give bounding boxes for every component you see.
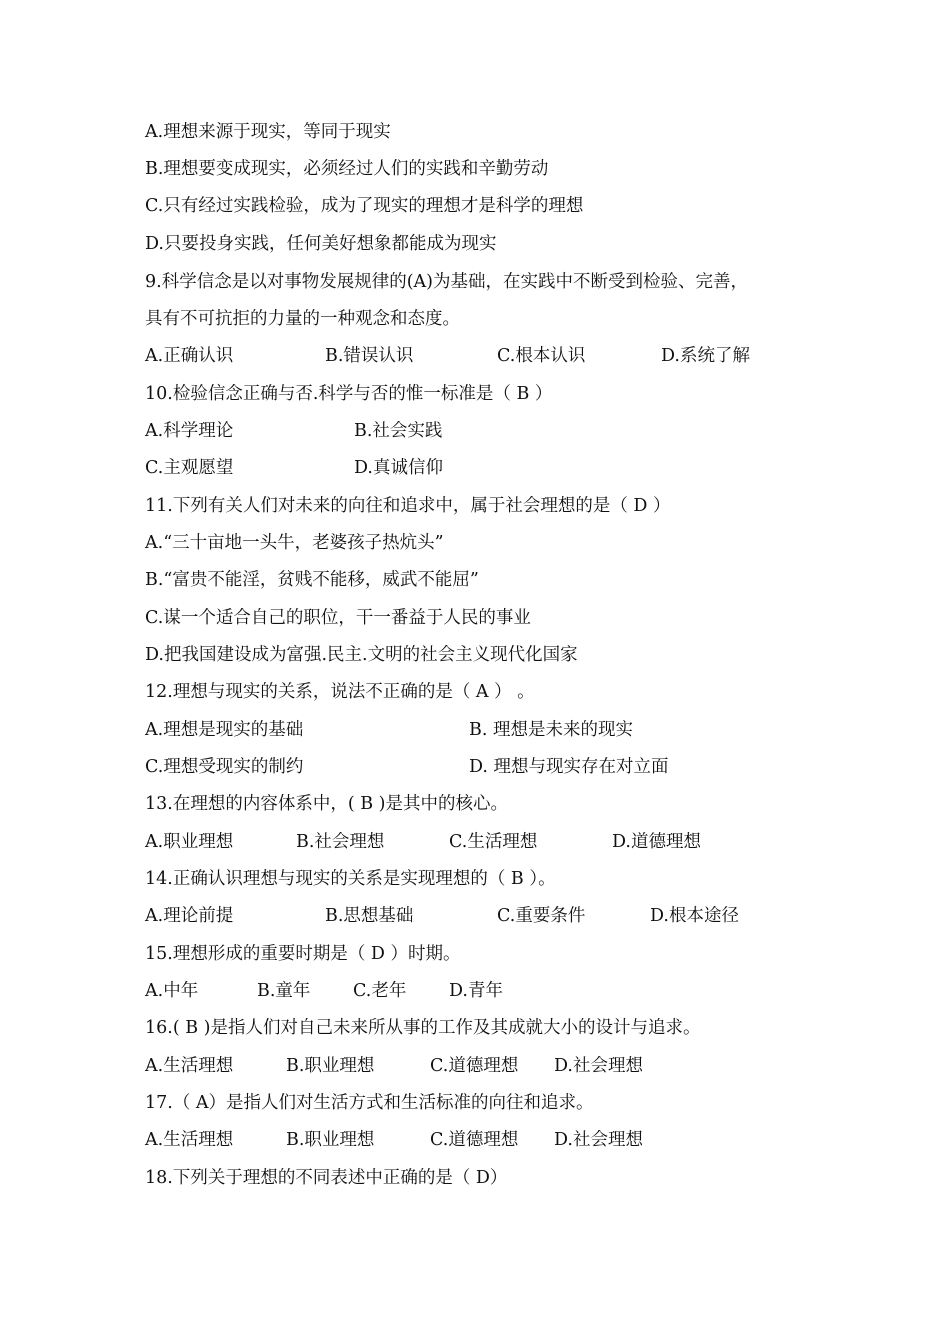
q10-text: 10.检验信念正确与否.科学与否的惟一标准是（ B ） [145,384,553,404]
option-d: D.道德理想 [612,832,701,852]
option-a: A.中年 [145,981,199,1001]
q8-option-b: B.理想要变成现实，必须经过人们的实践和辛勤劳动 [145,159,549,179]
option-c: C.生活理想 [449,832,538,852]
q16-text: 16.( B )是指人们对自己未来所从事的工作及其成就大小的设计与追求。 [145,1018,701,1038]
q8-option-a: A.理想来源于现实，等同于现实 [145,122,391,142]
q11-option-b: B.“富贵不能淫，贫贱不能移，威武不能屈” [145,570,479,590]
option-a: A.理论前提 [145,906,234,926]
option-b: B.社会实践 [354,421,443,441]
option-c: C.道德理想 [430,1130,519,1150]
option-c: C.主观愿望 [145,458,234,478]
q11-text: 11.下列有关人们对未来的向往和追求中，属于社会理想的是（ D ） [145,496,671,516]
option-b: B. 理想是未来的现实 [469,720,633,740]
q11-option-c: C.谋一个适合自己的职位，干一番益于人民的事业 [145,608,531,628]
option-d: D. 理想与现实存在对立面 [469,757,669,777]
q9-text-line1: 9.科学信念是以对事物发展规律的(A)为基础，在实践中不断受到检验、完善， [145,272,748,292]
option-c: C.道德理想 [430,1056,519,1076]
option-a: A.正确认识 [145,346,234,366]
q8-option-d: D.只要投身实践，任何美好想象都能成为现实 [145,234,497,254]
option-b: B.思想基础 [325,906,414,926]
option-d: D.社会理想 [554,1130,643,1150]
q11-option-d: D.把我国建设成为富强.民主.文明的社会主义现代化国家 [145,645,578,665]
q13-text: 13.在理想的内容体系中，( B )是其中的核心。 [145,794,508,814]
option-c: C.重要条件 [497,906,586,926]
option-d: D.青年 [449,981,503,1001]
q9-text-line2: 具有不可抗拒的力量的一种观念和态度。 [145,309,460,329]
option-c: C.理想受现实的制约 [145,757,304,777]
q14-text: 14.正确认识理想与现实的关系是实现理想的（ B ）。 [145,869,556,889]
option-a: A.理想是现实的基础 [145,720,304,740]
option-a: A.职业理想 [145,832,234,852]
q15-text: 15.理想形成的重要时期是（ D ）时期。 [145,944,461,964]
q18-text: 18.下列关于理想的不同表述中正确的是（ D） [145,1168,508,1188]
q8-option-c: C.只有经过实践检验，成为了现实的理想才是科学的理想 [145,196,584,216]
option-b: B.职业理想 [286,1130,375,1150]
option-b: B.错误认识 [325,346,414,366]
q17-text: 17.（ A）是指人们对生活方式和生活标准的向往和追求。 [145,1093,594,1113]
option-d: D.根本途径 [650,906,739,926]
q12-text: 12.理想与现实的关系，说法不正确的是（ A ） 。 [145,682,535,702]
option-a: A.生活理想 [145,1056,234,1076]
option-d: D.社会理想 [554,1056,643,1076]
option-a: A.科学理论 [145,421,234,441]
option-c: C.根本认识 [497,346,586,366]
q11-option-a: A.“三十亩地一头牛，老婆孩子热炕头” [145,533,444,553]
option-d: D.真诚信仰 [354,458,443,478]
option-b: B.社会理想 [296,832,385,852]
option-b: B.童年 [257,981,311,1001]
option-c: C.老年 [353,981,407,1001]
option-a: A.生活理想 [145,1130,234,1150]
option-b: B.职业理想 [286,1056,375,1076]
option-d: D.系统了解 [661,346,750,366]
